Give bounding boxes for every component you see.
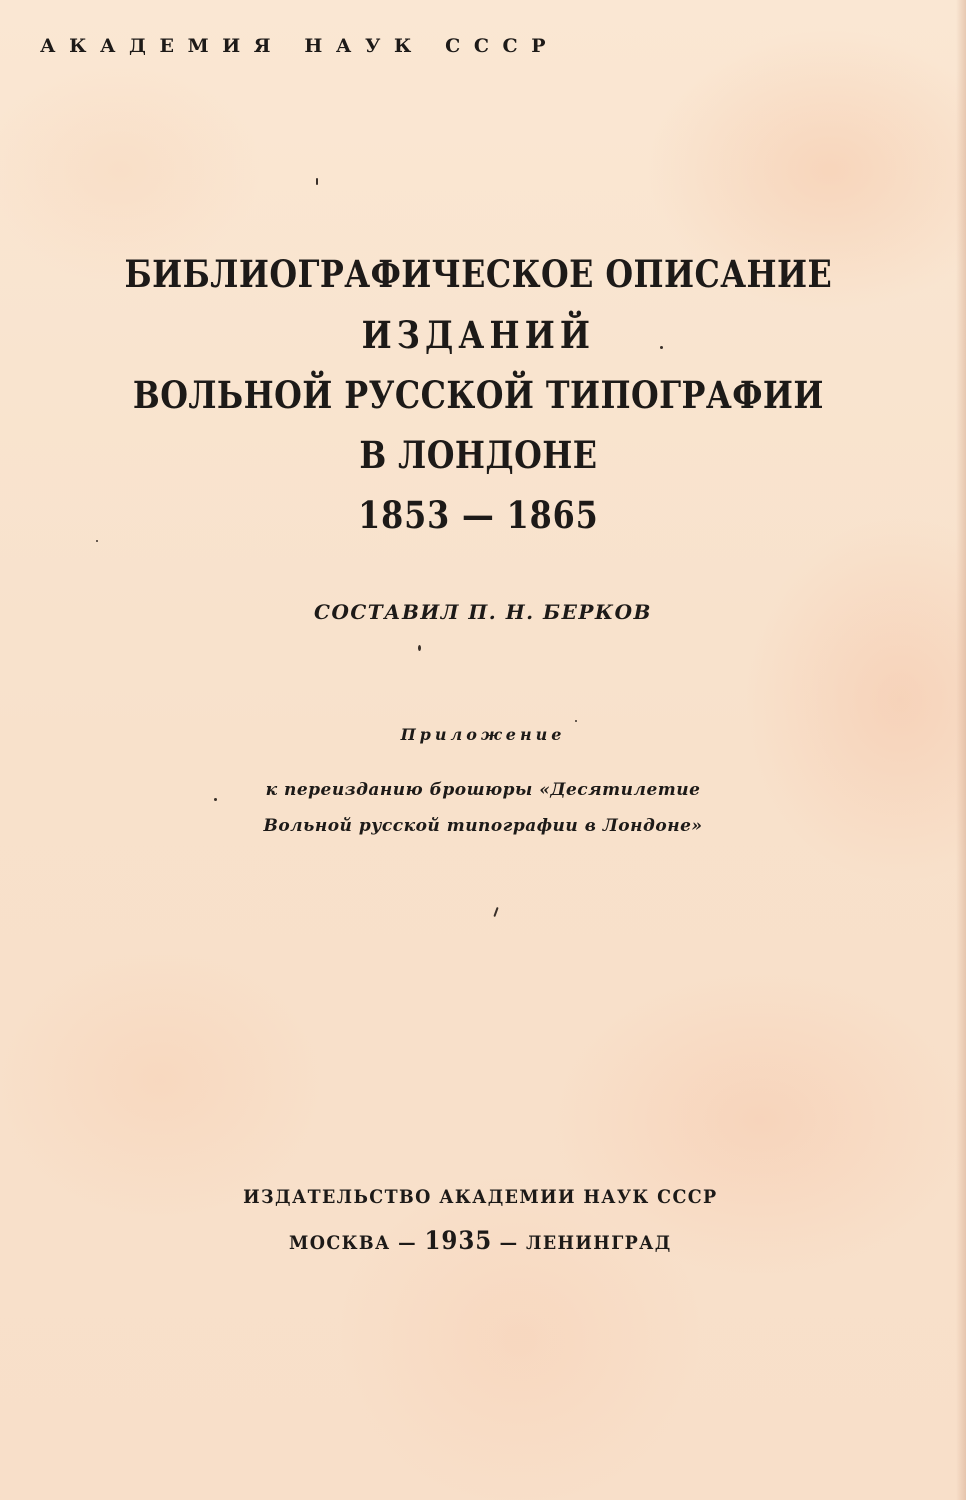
appendix-label: Приложение <box>400 725 566 744</box>
ink-speck <box>96 540 98 542</box>
ink-speck <box>418 645 421 651</box>
ink-speck <box>214 798 217 801</box>
series-header: АКАДЕМИЯ НАУК СССР <box>40 35 560 57</box>
title-line-3: ВОЛЬНОЙ РУССКОЙ ТИПОГРАФИИ <box>132 373 824 417</box>
ink-speck <box>660 346 663 349</box>
ink-speck <box>316 178 318 185</box>
title-line-4: В ЛОНДОНЕ <box>359 433 598 477</box>
ink-speck <box>575 720 577 722</box>
imprint-year: 1935 <box>424 1226 493 1255</box>
imprint-city-right: — ЛЕНИНГРАД <box>499 1232 672 1254</box>
appendix-note-line-2: Вольной русской типографии в Лондоне» <box>263 816 703 836</box>
ink-speck <box>493 907 498 917</box>
title-line-2: ИЗДАНИЙ <box>361 313 596 357</box>
publisher-imprint <box>36 1226 925 1255</box>
appendix-note-line-1: к переизданию брошюры «Десятилетие <box>265 780 701 800</box>
title-years: 1853 — 1865 <box>358 493 599 537</box>
title-line-1: БИБЛИОГРАФИЧЕСКОЕ ОПИСАНИЕ <box>124 252 833 296</box>
publisher-name: ИЗДАТЕЛЬСТВО АКАДЕМИИ НАУК СССР <box>243 1186 718 1208</box>
imprint-city-left: МОСКВА — <box>288 1232 417 1254</box>
author-credit: СОСТАВИЛ П. Н. БЕРКОВ <box>314 600 652 624</box>
